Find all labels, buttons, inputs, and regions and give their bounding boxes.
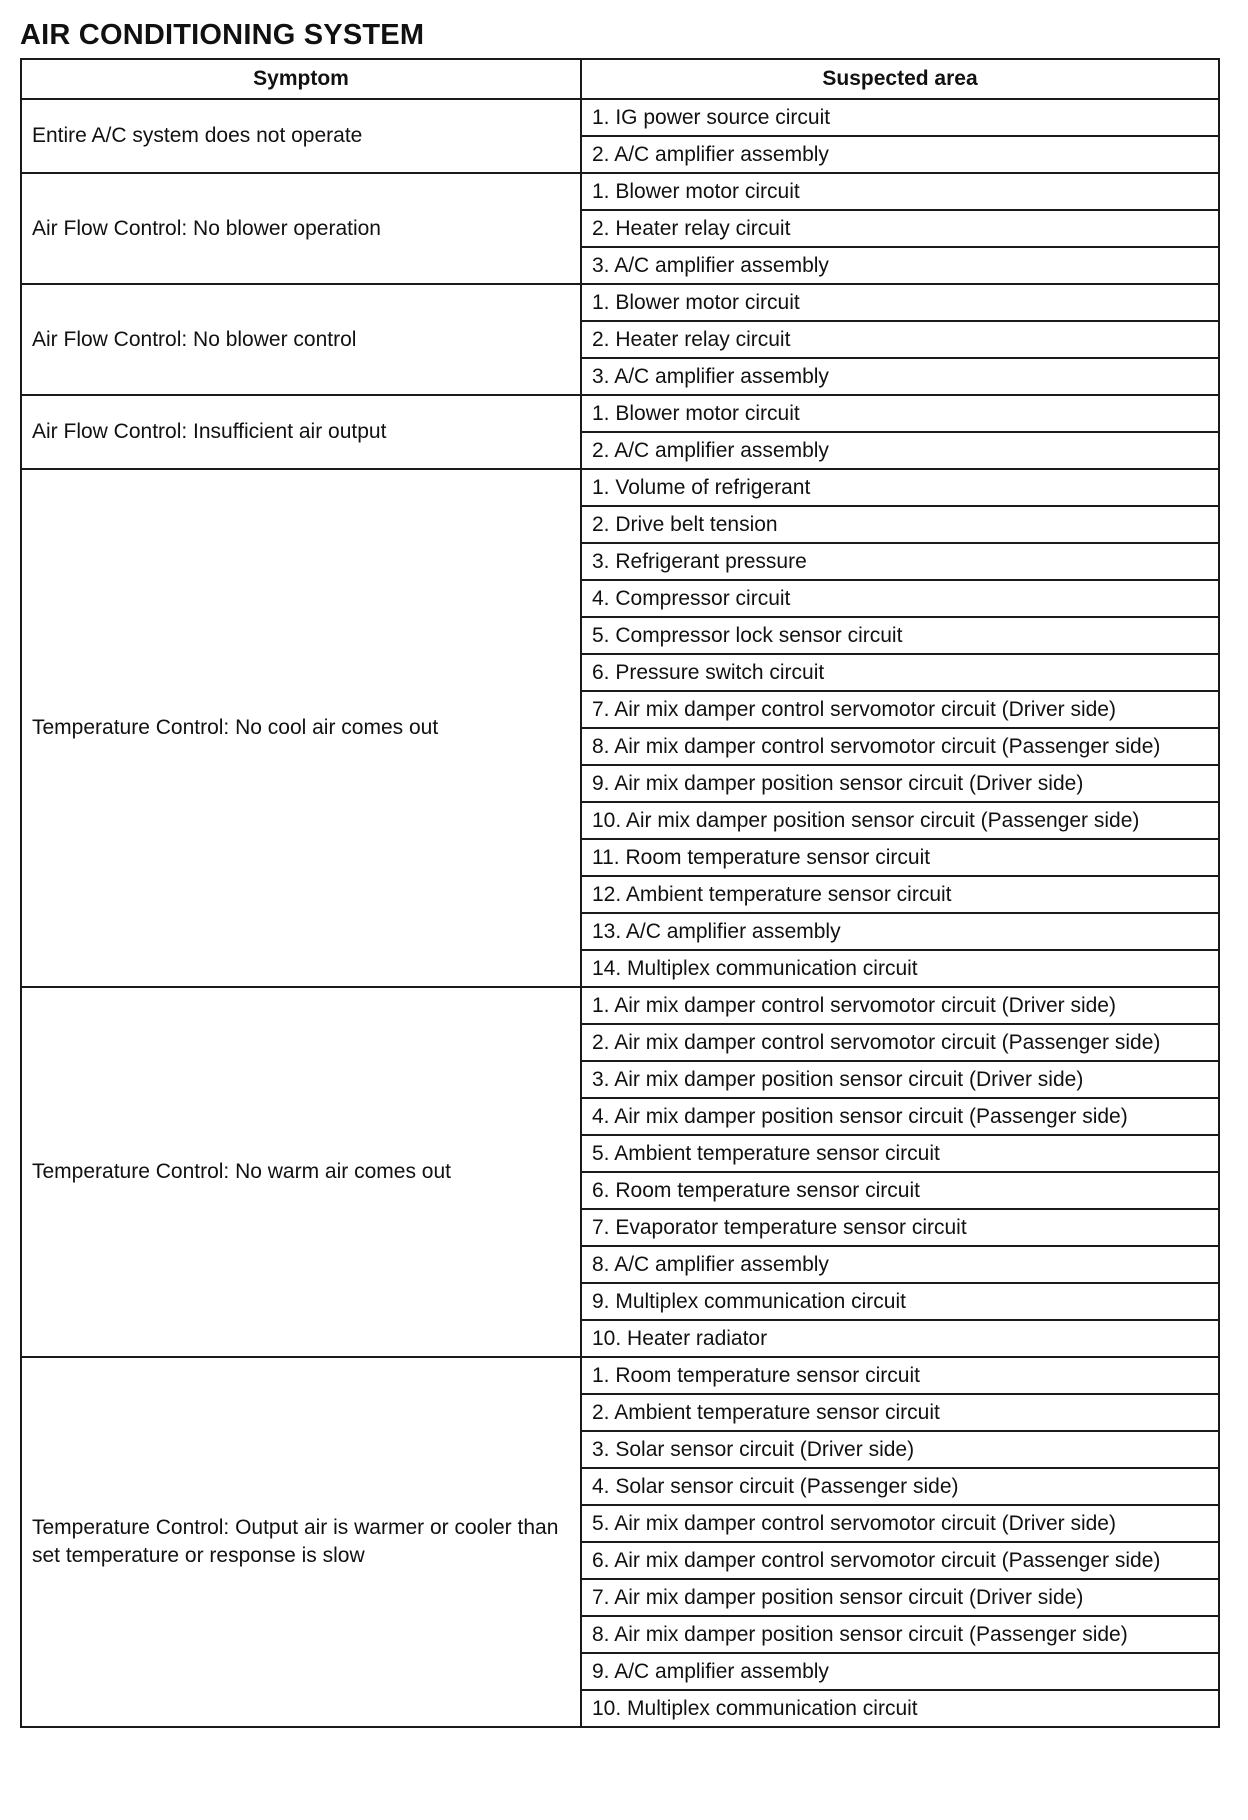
suspected-area-cell: 14. Multiplex communication circuit xyxy=(581,950,1219,987)
symptom-column-header: Symptom xyxy=(21,59,581,99)
symptom-cell: Temperature Control: Output air is warmer or cooler than set temperature or response is slow xyxy=(21,1357,581,1727)
suspected-area-cell: 10. Air mix damper position sensor circuit (Passenger side) xyxy=(581,802,1219,839)
suspected-area-cell: 4. Compressor circuit xyxy=(581,580,1219,617)
suspected-area-cell: 7. Evaporator temperature sensor circuit xyxy=(581,1209,1219,1246)
suspected-area-cell: 9. Air mix damper position sensor circuit (Driver side) xyxy=(581,765,1219,802)
suspected-area-cell: 5. Ambient temperature sensor circuit xyxy=(581,1135,1219,1172)
suspected-area-cell: 8. A/C amplifier assembly xyxy=(581,1246,1219,1283)
suspected-area-cell: 1. Room temperature sensor circuit xyxy=(581,1357,1219,1394)
suspected-area-cell: 4. Air mix damper position sensor circuit (Passenger side) xyxy=(581,1098,1219,1135)
table-row xyxy=(21,1357,1219,1394)
suspected-area-cell: 6. Air mix damper control servomotor circuit (Passenger side) xyxy=(581,1542,1219,1579)
symptom-cell: Temperature Control: No warm air comes out xyxy=(21,987,581,1357)
suspected-area-cell: 13. A/C amplifier assembly xyxy=(581,913,1219,950)
page-title: AIR CONDITIONING SYSTEM xyxy=(20,19,425,51)
suspected-area-cell: 10. Multiplex communication circuit xyxy=(581,1690,1219,1727)
suspected-area-cell: 12. Ambient temperature sensor circuit xyxy=(581,876,1219,913)
table-row xyxy=(21,987,1219,1024)
suspected-area-cell: 1. IG power source circuit xyxy=(581,99,1219,136)
table-row xyxy=(21,99,1219,136)
symptom-cell: Air Flow Control: No blower control xyxy=(21,284,581,395)
suspected-area-cell: 2. Drive belt tension xyxy=(581,506,1219,543)
suspected-area-cell: 7. Air mix damper control servomotor circuit (Driver side) xyxy=(581,691,1219,728)
suspected-area-cell: 2. Heater relay circuit xyxy=(581,321,1219,358)
table-row xyxy=(21,284,1219,321)
suspected-area-cell: 2. A/C amplifier assembly xyxy=(581,432,1219,469)
suspected-area-cell: 3. Air mix damper position sensor circuit (Driver side) xyxy=(581,1061,1219,1098)
suspected-area-cell: 10. Heater radiator xyxy=(581,1320,1219,1357)
symptom-cell: Temperature Control: No cool air comes out xyxy=(21,469,581,987)
table-header-row xyxy=(21,59,1219,99)
table-body xyxy=(21,99,1219,1727)
suspected-area-cell: 9. A/C amplifier assembly xyxy=(581,1653,1219,1690)
suspected-area-cell: 5. Air mix damper control servomotor circuit (Driver side) xyxy=(581,1505,1219,1542)
suspected-area-cell: 1. Blower motor circuit xyxy=(581,395,1219,432)
table-row xyxy=(21,395,1219,432)
suspected-area-cell: 3. A/C amplifier assembly xyxy=(581,358,1219,395)
suspected-area-cell: 5. Compressor lock sensor circuit xyxy=(581,617,1219,654)
suspected-area-column-header: Suspected area xyxy=(581,59,1219,99)
suspected-area-cell: 1. Blower motor circuit xyxy=(581,173,1219,210)
table-row xyxy=(21,469,1219,506)
suspected-area-cell: 6. Room temperature sensor circuit xyxy=(581,1172,1219,1209)
suspected-area-cell: 9. Multiplex communication circuit xyxy=(581,1283,1219,1320)
symptom-cell: Entire A/C system does not operate xyxy=(21,99,581,173)
suspected-area-cell: 8. Air mix damper control servomotor circuit (Passenger side) xyxy=(581,728,1219,765)
suspected-area-cell: 7. Air mix damper position sensor circuit (Driver side) xyxy=(581,1579,1219,1616)
suspected-area-cell: 3. Solar sensor circuit (Driver side) xyxy=(581,1431,1219,1468)
symptom-table xyxy=(20,58,1220,1728)
suspected-area-cell: 1. Air mix damper control servomotor circuit (Driver side) xyxy=(581,987,1219,1024)
suspected-area-cell: 1. Blower motor circuit xyxy=(581,284,1219,321)
suspected-area-cell: 2. Air mix damper control servomotor circuit (Passenger side) xyxy=(581,1024,1219,1061)
suspected-area-cell: 2. Heater relay circuit xyxy=(581,210,1219,247)
suspected-area-cell: 11. Room temperature sensor circuit xyxy=(581,839,1219,876)
suspected-area-cell: 3. Refrigerant pressure xyxy=(581,543,1219,580)
suspected-area-cell: 4. Solar sensor circuit (Passenger side) xyxy=(581,1468,1219,1505)
symptom-cell: Air Flow Control: Insufficient air output xyxy=(21,395,581,469)
suspected-area-cell: 2. A/C amplifier assembly xyxy=(581,136,1219,173)
suspected-area-cell: 2. Ambient temperature sensor circuit xyxy=(581,1394,1219,1431)
suspected-area-cell: 6. Pressure switch circuit xyxy=(581,654,1219,691)
symptom-cell: Air Flow Control: No blower operation xyxy=(21,173,581,284)
suspected-area-cell: 8. Air mix damper position sensor circuit (Passenger side) xyxy=(581,1616,1219,1653)
suspected-area-cell: 3. A/C amplifier assembly xyxy=(581,247,1219,284)
suspected-area-cell: 1. Volume of refrigerant xyxy=(581,469,1219,506)
table-row xyxy=(21,173,1219,210)
